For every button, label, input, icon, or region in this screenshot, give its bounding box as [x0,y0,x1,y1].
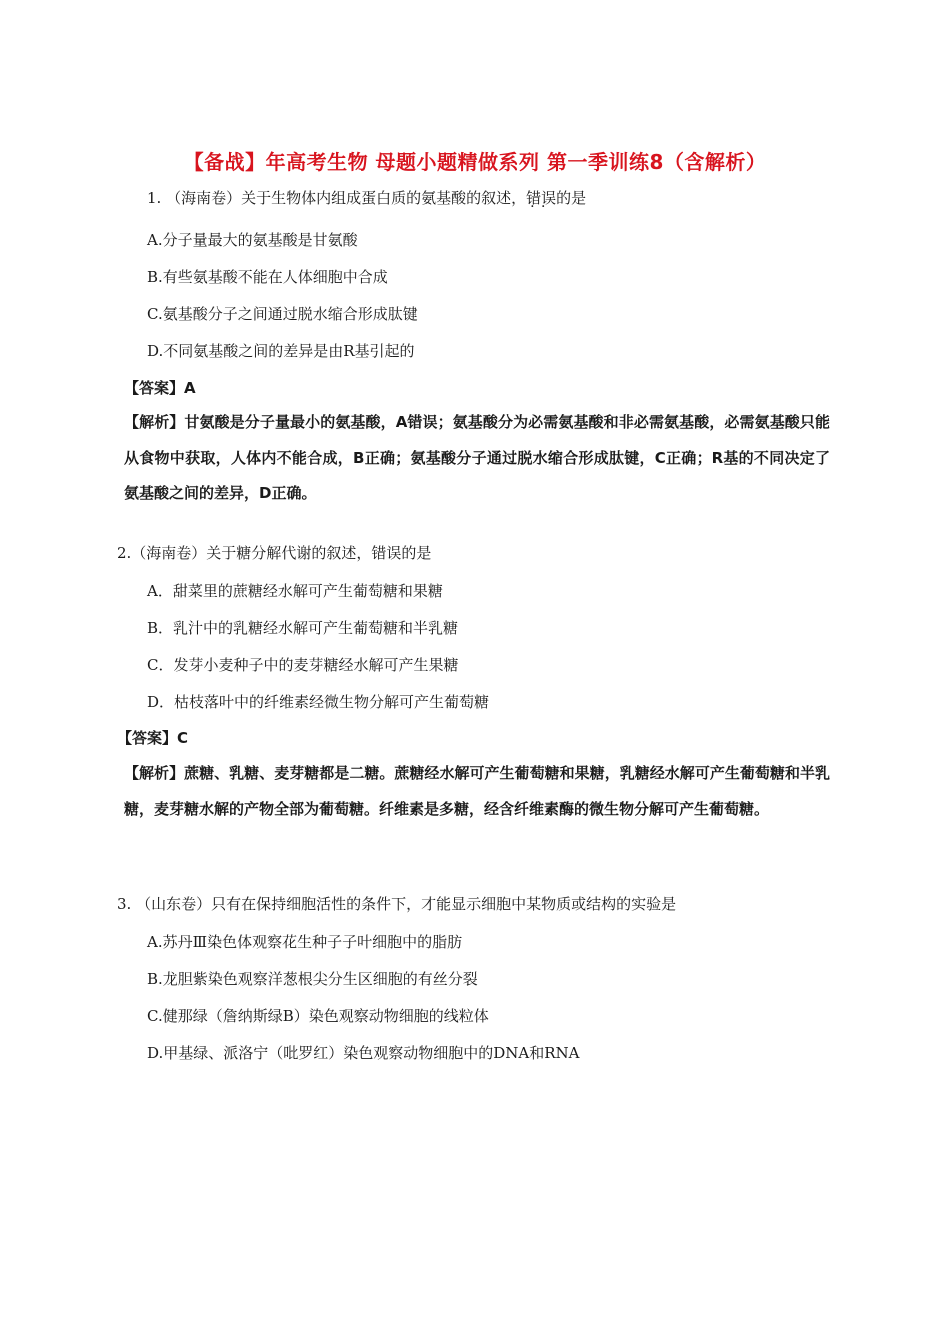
question-1-stem-suffix: 的是 [556,189,587,207]
question-1-stem [147,187,586,208]
question-3-option-c: C.健那绿（詹纳斯绿B）染色观察动物细胞的线粒体 [147,1007,489,1025]
question-3-option-d: D.甲基绿、派洛宁（吡罗红）染色观察动物细胞中的DNA和RNA [147,1044,580,1062]
question-2-option-c: C．发芽小麦种子中的麦芽糖经水解可产生果糖 [147,656,459,674]
question-1-option-c: C.氨基酸分子之间通过脱水缩合形成肽键 [147,305,418,323]
question-1-answer: 【答案】A [124,379,196,397]
question-3-option-a: A.苏丹Ⅲ染色体观察花生种子子叶细胞中的脂肪 [147,933,463,951]
question-2-option-b: B．乳汁中的乳糖经水解可产生葡萄糖和半乳糖 [147,619,459,637]
question-2-analysis: 【解析】蔗糖、乳糖、麦芽糖都是二糖。蔗糖经水解可产生葡萄糖和果糖，乳糖经水解可产生葡萄糖和半乳糖，麦芽糖水解的产物全部为葡萄糖。纤维素是多糖，经含纤维素酶的微生物分解可产生葡萄糖。 [124,764,830,818]
question-1-option-d: D.不同氨基酸之间的差异是由R基引起的 [147,342,415,360]
question-2-stem: 2.（海南卷）关于糖分解代谢的叙述，错误的是 [117,544,432,562]
question-2-option-d: D．枯枝落叶中的纤维素经微生物分解可产生葡萄糖 [147,693,490,711]
question-2-option-a: A．甜菜里的蔗糖经水解可产生葡萄糖和果糖 [147,582,443,600]
question-1-option-a: A.分子量最大的氨基酸是甘氨酸 [147,231,358,249]
question-3-stem: 3. （山东卷）只有在保持细胞活性的条件下，才能显示细胞中某物质或结构的实验是 [117,895,677,913]
question-1-option-b: B.有些氨基酸不能在人体细胞中合成 [147,268,388,286]
page-title: 【备战】年高考生物 母题小题精做系列 第一季训练8（含解析） [183,150,767,174]
question-2-answer: 【答案】C [117,729,189,747]
question-1-stem-prefix: 1. （海南卷）关于生物体内组成蛋白质的氨基酸的叙述， [147,189,527,207]
question-3-option-b: B.龙胆紫染色观察洋葱根尖分生区细胞的有丝分裂 [147,970,478,988]
question-1-stem-emphasis: 错误 · · [526,187,556,208]
question-1-analysis: 【解析】甘氨酸是分子量最小的氨基酸，A错误；氨基酸分为必需氨基酸和非必需氨基酸，必需氨基酸只能从食物中获取，人体内不能合成，B正确；氨基酸分子通过脱水缩合形成肽键，C正确；R基的不同决定了氨基酸之间的差异，D正确。 [124,413,830,502]
